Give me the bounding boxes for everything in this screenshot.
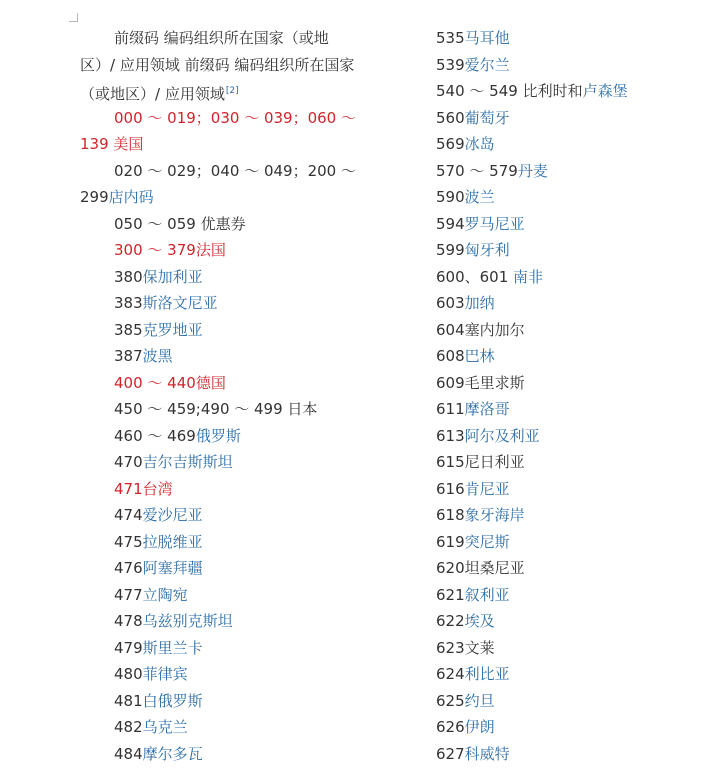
entry-code: 478 (114, 612, 143, 630)
entry-name-link[interactable]: 拉脱维亚 (142, 532, 203, 551)
entry-code: 616 (436, 479, 465, 498)
entry-name-link[interactable]: 伊朗 (464, 718, 495, 736)
list-item (436, 608, 696, 635)
entry-code: 620 (436, 559, 465, 577)
entry-code: 474 (114, 506, 143, 524)
entry-name-link[interactable]: 巴林 (464, 347, 495, 365)
entry-name-link[interactable]: 店内码 (108, 188, 154, 206)
list-item (80, 741, 380, 768)
entry-code: 603 (436, 294, 465, 312)
entry-code: 621 (436, 585, 465, 604)
list-item (436, 449, 696, 476)
entry-code: 594 (436, 214, 465, 233)
entry-name: 139 美国 (80, 135, 144, 153)
list-item (436, 555, 696, 582)
entry-code: 626 (436, 718, 465, 736)
list-item (436, 290, 696, 317)
entry-code: 383 (114, 294, 143, 312)
list-item (80, 714, 380, 741)
list-item (436, 714, 696, 741)
list-item (436, 264, 696, 291)
entry-code: 475 (114, 532, 143, 551)
list-item (80, 529, 380, 556)
entry-name-link[interactable]: 约旦 (464, 691, 495, 710)
entry-code: 604 (436, 320, 465, 339)
entry-name-link[interactable]: 加纳 (464, 294, 495, 312)
entry-code: 569 (436, 135, 465, 153)
list-item (436, 317, 696, 344)
entry-name: 台湾 (142, 479, 173, 498)
entry-name: 毛里求斯 (464, 373, 525, 392)
entry-name: 文莱 (464, 638, 495, 657)
list-item (436, 78, 696, 105)
intro-text-1: 前缀码 编码组织所在国家（或地 (114, 29, 329, 47)
entry-code: 599 (436, 241, 465, 259)
list-item (80, 237, 380, 264)
list-item (80, 211, 380, 238)
entry-code: 625 (436, 691, 465, 710)
intro-text-2: 区）/ 应用领域 前缀码 编码组织所在国家 (80, 55, 355, 74)
entry-name-link[interactable]: 南非 (508, 267, 544, 286)
list-item (436, 529, 696, 556)
entry-code: 480 (114, 665, 143, 683)
entry-code: 470 (114, 453, 143, 471)
entry-code: 450 ～ 459;490 ～ 499 (114, 400, 283, 418)
list-item (436, 396, 696, 423)
entry-name-link[interactable]: 阿塞拜疆 (142, 559, 203, 577)
entry-name-link[interactable]: 冰岛 (464, 135, 495, 153)
entry-name-link[interactable]: 卢森堡 (582, 82, 628, 100)
entry-name-link[interactable]: 象牙海岸 (464, 506, 525, 524)
entry-name-link[interactable]: 摩洛哥 (464, 400, 510, 418)
text-corner-marker (69, 13, 78, 22)
list-item (80, 317, 380, 344)
list-item (80, 661, 380, 688)
list-item (436, 502, 696, 529)
intro-line-2 (80, 52, 380, 79)
entry-code: 590 (436, 188, 465, 206)
entry-code: 539 (436, 55, 465, 74)
entry-code: 560 (436, 108, 465, 127)
reference-link[interactable]: [2] (225, 86, 239, 96)
entry-name-link[interactable]: 摩尔多瓦 (142, 744, 203, 763)
entry-code: 615 (436, 453, 465, 471)
entry-code: 471 (114, 479, 143, 498)
intro-text-3: （或地区）/ 应用领域 (80, 85, 225, 103)
entry-code: 477 (114, 585, 143, 604)
entry-name-link[interactable]: 肯尼亚 (464, 479, 510, 498)
list-item (80, 582, 380, 609)
list-item (436, 741, 696, 768)
list-item (436, 370, 696, 397)
entry-code: 570 ～ 579 (436, 161, 518, 180)
entry-name-link[interactable]: 斯洛文尼亚 (142, 294, 218, 312)
entry-name: 优惠券 (195, 214, 246, 233)
entry-name-link[interactable]: 波黑 (142, 347, 173, 365)
entry-name-link[interactable]: 科威特 (464, 744, 510, 763)
entry-code: 387 (114, 347, 143, 365)
list-item (436, 52, 696, 79)
entry-code: 613 (436, 426, 465, 445)
list-item (436, 131, 696, 158)
entry-name-link[interactable]: 叙利亚 (464, 585, 510, 604)
entry-name-link[interactable]: 立陶宛 (142, 585, 188, 604)
entry-name: 法国 (195, 241, 226, 259)
entry-code: 460 ～ 469 (114, 426, 196, 445)
entry-code: 623 (436, 638, 465, 657)
entry-name-link[interactable]: 波兰 (464, 188, 495, 206)
entry-code: 619 (436, 532, 465, 551)
entry-name-link[interactable]: 利比亚 (464, 665, 510, 683)
intro-line-1 (80, 25, 380, 52)
list-item (80, 502, 380, 529)
entry-code: 299 (80, 188, 109, 206)
entry-store-line-2 (80, 184, 380, 211)
list-item (80, 608, 380, 635)
entry-name-link[interactable]: 罗马尼亚 (464, 214, 525, 233)
list-item (80, 476, 380, 503)
entry-code: 000 ～ 019；030 ～ 039；060 ～ (114, 108, 356, 127)
list-item (436, 237, 696, 264)
entry-name-link[interactable]: 吉尔吉斯斯坦 (142, 453, 233, 471)
list-item (80, 449, 380, 476)
entry-name-link[interactable]: 埃及 (464, 612, 495, 630)
list-item (80, 370, 380, 397)
list-item (436, 423, 696, 450)
list-item (436, 184, 696, 211)
list-item (436, 25, 696, 52)
entry-name-link[interactable]: 保加利亚 (142, 267, 203, 286)
entry-name-link[interactable]: 匈牙利 (464, 241, 510, 259)
list-item (436, 105, 696, 132)
entry-name-link[interactable]: 克罗地亚 (142, 320, 203, 339)
entry-name: 塞内加尔 (464, 320, 525, 339)
entry-name-link[interactable]: 白俄罗斯 (142, 691, 203, 710)
entry-code: 300 ～ 379 (114, 241, 196, 259)
entry-code: 484 (114, 744, 143, 763)
entry-name-link[interactable]: 爱尔兰 (464, 55, 510, 74)
list-item (436, 688, 696, 715)
entry-code: 611 (436, 400, 465, 418)
list-item (80, 688, 380, 715)
entry-name-link[interactable]: 丹麦 (517, 161, 548, 180)
entry-name: 日本 (282, 400, 318, 418)
list-item (80, 343, 380, 370)
list-item (436, 635, 696, 662)
right-column (436, 25, 696, 767)
entry-code: 380 (114, 267, 143, 286)
entry-name-link[interactable]: 马耳他 (464, 29, 510, 47)
entry-code: 540 ～ 549 (436, 82, 518, 100)
entry-name-link[interactable]: 斯里兰卡 (142, 638, 203, 657)
entry-name-link[interactable]: 俄罗斯 (195, 426, 241, 445)
list-item (80, 635, 380, 662)
entry-code: 622 (436, 612, 465, 630)
entry-code: 618 (436, 506, 465, 524)
list-item (80, 396, 380, 423)
list-item (80, 555, 380, 582)
list-item (80, 290, 380, 317)
entry-code: 050 ～ 059 (114, 214, 196, 233)
entry-name: 比利时和 (517, 82, 583, 100)
entry-code: 400 ～ 440 (114, 373, 196, 392)
entry-name-link[interactable]: 突尼斯 (464, 532, 510, 551)
left-column (80, 25, 380, 767)
entry-name-link[interactable]: 爱沙尼亚 (142, 506, 203, 524)
entry-code: 476 (114, 559, 143, 577)
entry-code: 020 ～ 029；040 ～ 049；200 ～ (114, 161, 356, 180)
entry-code: 609 (436, 373, 465, 392)
list-item (436, 476, 696, 503)
list-item (436, 343, 696, 370)
intro-line-3 (80, 78, 380, 105)
list-item (436, 211, 696, 238)
entry-name-link[interactable]: 葡萄牙 (464, 108, 510, 127)
entry-name: 坦桑尼亚 (464, 559, 525, 577)
list-item (80, 423, 380, 450)
entry-code: 482 (114, 718, 143, 736)
entry-name-link[interactable]: 阿尔及利亚 (464, 426, 540, 445)
entry-name: 德国 (195, 373, 226, 392)
entry-name-link[interactable]: 菲律宾 (142, 665, 188, 683)
entry-store-line-1 (80, 158, 380, 185)
entry-code: 385 (114, 320, 143, 339)
entry-name: 尼日利亚 (464, 453, 525, 471)
entry-name-link[interactable]: 乌兹别克斯坦 (142, 612, 233, 630)
entry-code: 627 (436, 744, 465, 763)
entry-code: 535 (436, 29, 465, 47)
list-item (436, 582, 696, 609)
entry-code: 479 (114, 638, 143, 657)
entry-usa-line-2 (80, 131, 380, 158)
list-item (80, 264, 380, 291)
entry-code: 600、601 (436, 267, 509, 286)
entry-code: 481 (114, 691, 143, 710)
list-item (436, 661, 696, 688)
entry-code: 624 (436, 665, 465, 683)
entry-name-link[interactable]: 乌克兰 (142, 718, 188, 736)
list-item (436, 158, 696, 185)
entry-code: 608 (436, 347, 465, 365)
entry-usa-line-1 (80, 105, 380, 132)
